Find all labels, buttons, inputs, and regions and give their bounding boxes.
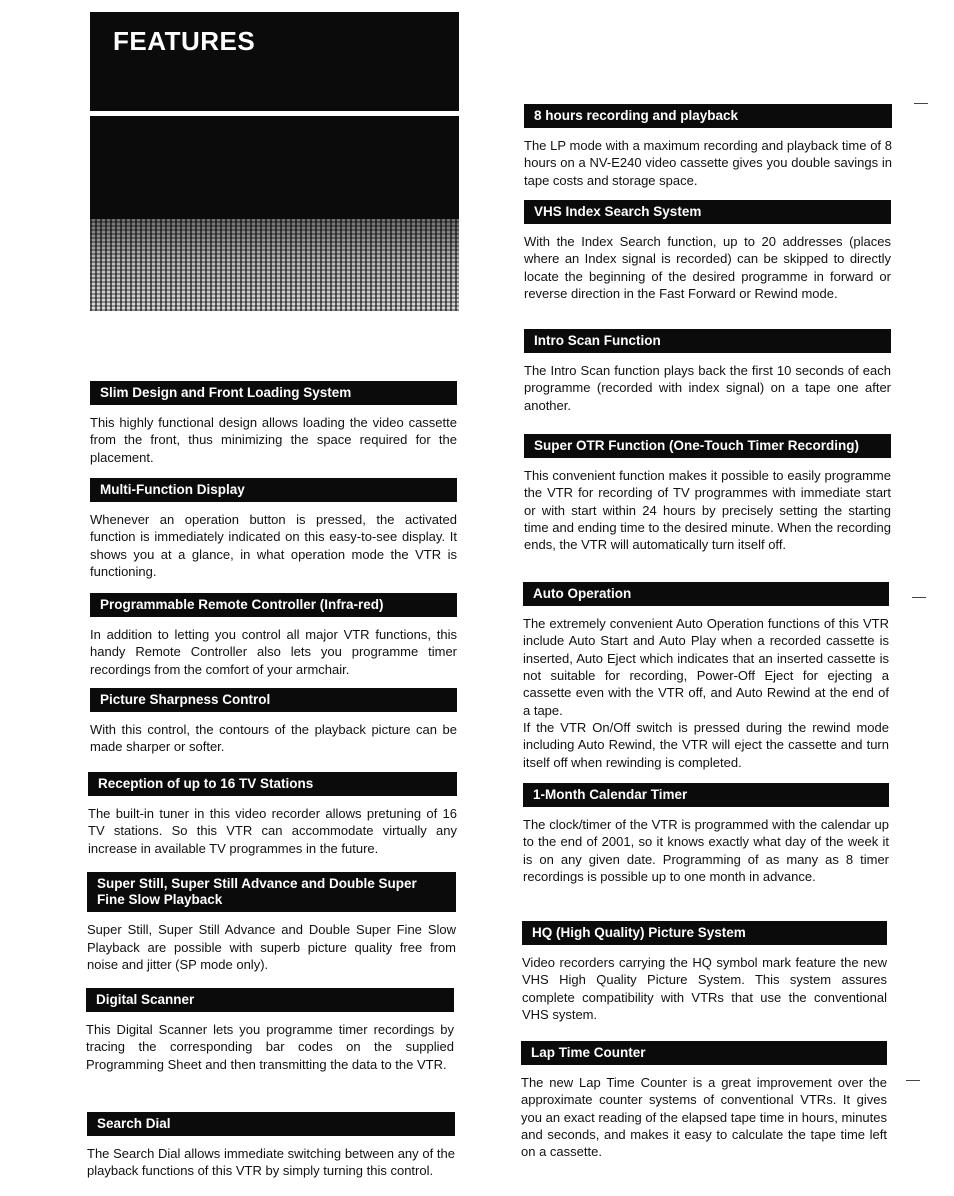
feature-text: The new Lap Time Counter is a great improvement over the approximate counter systems of conventional VTRs. It gives you an exact reading of the elapsed tape time in hours, minutes and seconds, and makes it easy to calculate the tape time left on a cassette. [521,1075,887,1160]
product-photo-dark [90,116,459,219]
feature-search-dial [87,1112,455,1180]
feature-heading: Programmable Remote Controller (Infra-red) [90,593,457,617]
feature-text: With the Index Search function, up to 20 addresses (places where an Index signal is recorded) can be skipped to directly locate the beginning of the desired programme in forward or reverse direction in the Fast Forward or Rewind mode. [524,234,891,302]
feature-auto-operation [523,582,889,771]
feature-multi-function-display [90,478,457,580]
feature-text: The extremely convenient Auto Operation functions of this VTR include Auto Start and Auto Play when a recorded cassette is inserted, Auto Eject which indicates that an inserted cassette is not suitable for recording, Power-Off Eject for ejecting a cassette even with the VTR off, and Auto Rewind at the end of a tape. [523,616,889,718]
feature-text: In addition to letting you control all major VTR functions, this handy Remote Controller also lets you programme timer recordings from the comfort of your armchair. [90,627,457,677]
feature-super-otr [524,434,891,554]
feature-text: This highly functional design allows loading the video cassette from the front, thus minimizing the space required for the placement. [90,415,457,465]
margin-mark [912,597,926,598]
feature-heading: Auto Operation [523,582,889,606]
feature-8-hours [524,104,892,189]
feature-heading: Reception of up to 16 TV Stations [88,772,457,796]
feature-heading: Digital Scanner [86,988,454,1012]
feature-vhs-index-search [524,200,891,302]
feature-text: Whenever an operation button is pressed, the activated function is immediately indicated on this easy-to-see display. It shows you at a glance, in what operation mode the VTR is functioning. [90,512,457,580]
margin-mark [906,1080,920,1081]
feature-text: Super Still, Super Still Advance and Double Super Fine Slow Playback are possible with superb picture quality free from noise and jitter (SP mode only). [87,922,456,972]
feature-super-still [87,872,456,973]
feature-text: With this control, the contours of the playback picture can be made sharper or softer. [90,722,457,755]
margin-mark [914,103,928,104]
feature-remote-controller [90,593,457,678]
feature-hq-picture [522,921,887,1023]
feature-text: This convenient function makes it possible to easily programme the VTR for recording of TV programmes with immediate start or with start within 24 hours by precisely setting the starting time and ending time to the desired minute. When the recording ends, the VTR will automatically turn itself off. [524,468,891,553]
feature-heading: Multi-Function Display [90,478,457,502]
feature-heading: Super Still, Super Still Advance and Double Super Fine Slow Playback [87,872,456,912]
feature-picture-sharpness [90,688,457,756]
feature-heading: Intro Scan Function [524,329,891,353]
feature-heading: Search Dial [87,1112,455,1136]
feature-text: The built-in tuner in this video recorder allows pretuning of 16 TV stations. So this VTR can accommodate virtually any increase in available TV programmes in the future. [88,806,457,856]
feature-heading: 1-Month Calendar Timer [523,783,889,807]
feature-text: The LP mode with a maximum recording and playback time of 8 hours on a NV-E240 video cassette gives you double savings in tape costs and storage space. [524,138,892,188]
title-block [90,12,459,111]
feature-tv-stations [88,772,457,857]
page-title: FEATURES [113,26,256,56]
feature-slim-design [90,381,457,466]
feature-heading: Picture Sharpness Control [90,688,457,712]
feature-heading: VHS Index Search System [524,200,891,224]
product-photo [90,219,459,311]
feature-heading: Super OTR Function (One-Touch Timer Recording) [524,434,891,458]
feature-text: The Intro Scan function plays back the first 10 seconds of each programme (recorded with index signal) on a tape one after another. [524,363,891,413]
feature-text: The Search Dial allows immediate switching between any of the playback functions of this VTR by simply turning this control. [87,1146,455,1179]
feature-text: The clock/timer of the VTR is programmed with the calendar up to the end of 2001, so it knows exactly what day of the week it is on any given date. Programming of as many as 8 timer recordings is possible up to one month in advance. [523,817,889,885]
feature-heading: HQ (High Quality) Picture System [522,921,887,945]
feature-text: This Digital Scanner lets you programme timer recordings by tracing the corresponding bar codes on the supplied Programming Sheet and then transmitting the data to the VTR. [86,1022,454,1072]
feature-calendar-timer [523,783,889,885]
feature-heading: 8 hours recording and playback [524,104,892,128]
feature-text-continued: If the VTR On/Off switch is pressed during the rewind mode including Auto Rewind, the VTR will eject the cassette and turn itself off when rewinding is completed. [523,719,889,770]
feature-intro-scan [524,329,891,414]
feature-heading: Slim Design and Front Loading System [90,381,457,405]
feature-lap-time-counter [521,1041,887,1161]
feature-digital-scanner [86,988,454,1073]
feature-heading: Lap Time Counter [521,1041,887,1065]
feature-text: Video recorders carrying the HQ symbol mark feature the new VHS High Quality Picture System. This system assures complete compatibility with VTRs that use the conventional VHS system. [522,955,887,1023]
